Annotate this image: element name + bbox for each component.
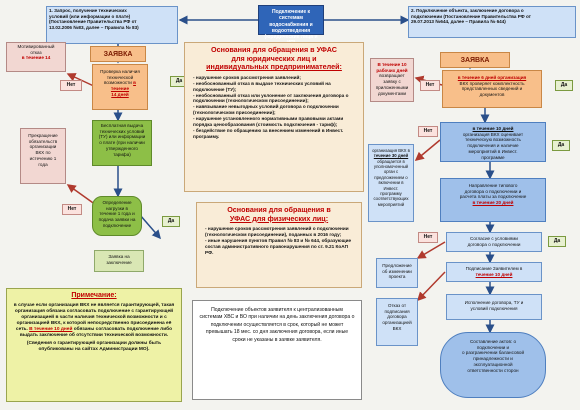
- left-application: ЗАЯВКА: [90, 46, 146, 62]
- right-yes-tag-2: Да: [552, 140, 570, 151]
- right-execute: Исполнение договора, ТУ и условий подключения: [446, 294, 542, 320]
- right-yes-tag-1: Да: [555, 80, 573, 91]
- left-no-tag-2: Нет: [62, 204, 82, 215]
- center-header: Подключение к системам водоснабжения и водоотведения (юридические лица и: [258, 5, 324, 35]
- left-define-load: Определение нагрузки в течение 1 года и подача заявки на подключение: [92, 196, 142, 236]
- connection-term-note: Подключение объектов заявителя к централизованным системам ХВС и ВО при наличии на день заключения договора о подключении осуществляется в срок, который не может превышать 18 мес. со дня заключения договора, если иные сроки не указаны в заявке заявителя.: [192, 300, 362, 400]
- left-no-tag-1: Нет: [60, 80, 82, 91]
- right-refuse: Отказ от подписания договора организацией ВКХ: [376, 298, 418, 346]
- right-no-tag-1: Нет: [420, 80, 440, 91]
- motivated-refusal: Мотивированный отказ в течение 14: [6, 42, 66, 72]
- right-agree: Согласие с условиями договора о подключении: [446, 232, 542, 252]
- right-act: Составление актов: о подключении и о разграничении балансовой принадлежности и эксплуатационной ответственности сторон: [440, 332, 546, 398]
- right-capacity: в течение 10 дней организация ВКХ оценивает техническую возможность подключения и наличие мероприятий в Инвест. программе: [440, 122, 546, 162]
- right-signed: Подписание Заявителем в течение 10 дней: [446, 262, 542, 282]
- fas-legal-grounds: Основания для обращения в УФАС для юридических лиц и индивидуальных предпринимателей: - нарушение сроков рассмотрения заявлений; - необоснованный отказ в выдаче технических условий на подключение (ТУ); - необоснованный отказ или уклонение от заключения договора о подключении (технологическом присоединении); - навязывание невыгодных условий договора о подключении (технологическом присоединении); - нарушение установленного нормативными правовыми актами порядка ценообразования (стоимость подключения - тариф); - бездействие по обращению за внесением изменений в Инвест. программу.: [184, 42, 364, 192]
- right-yes-tag-3: Да: [548, 236, 566, 247]
- left-terminate: Прекращение обязательств организации ВКХ по истечению 1 года: [20, 128, 66, 184]
- fas-individual-grounds: Основания для обращения в УФАС для физических лиц: - нарушение сроков рассмотрения заявлений о подключении (технологическом присоединении), поданных в 2016 году; - иные нарушения пунктов Правил № 83 и № 644, образующие состав административного правонарушения по ст. 9.21 КоАП РФ.: [196, 202, 362, 288]
- left-yes-tag-2: Да: [162, 216, 180, 227]
- left-free-issue: Бесплатная выдача технических условий (ТУ) или информации о плате (при наличии утвержденного тарифа): [92, 120, 152, 166]
- right-header: 2. Подключение объекта, заключение договора о подключении (Постановление Правительства РФ от 29.07.2013 №644, далее – Правила № 644): [408, 6, 576, 38]
- left-header: 1. Запрос, получение технических условий (или информации о плате) (Постановление Правительства РФ от 13.02.2006 №83, далее – Правила № 83): [46, 6, 178, 44]
- right-no-tag-2: Нет: [418, 126, 438, 137]
- left-yes-tag-1: Да: [170, 76, 188, 87]
- right-send-draft: Направление типового договора о подключении и расчета платы за подключение в течение 20 дней: [440, 178, 546, 222]
- left-check: Проверка наличия технической возможности в течение 14 дней: [92, 64, 148, 110]
- right-proposal: Предложение об изменении проекта: [376, 258, 418, 288]
- right-return: В течение 10 рабочих дней возвращает заявку с приложенными документами: [370, 58, 414, 102]
- note-box: Примечание: в случае если организация ВКХ не является гарантирующей, такая организация обязана согласовать подключение с гарантирующей организацией в части наличия технической возможности и с организацией ВКХ, к которой непосредственно присоединена её сеть. В течение 10 дней обязаны согласовать подключение либо выдать заключение об отсутствии технической возможности. (Сведения о гарантирующей организации должны быть опубликованы на сайтах Администрации МО).: [6, 288, 182, 402]
- right-check6: в течение 6 дней организация ВКХ проверяет комплектность представленных сведений и документов: [442, 70, 542, 108]
- right-no-tag-3: Нет: [418, 232, 438, 243]
- left-load-request: Заявка на заключение: [94, 250, 144, 272]
- right-application: ЗАЯВКА: [440, 52, 510, 68]
- right-refer: организация ВКХ в течение 30 дней обращается в уполномоченный орган с предложением о включении в Инвест. программу соответствующих мероприятий: [368, 144, 414, 222]
